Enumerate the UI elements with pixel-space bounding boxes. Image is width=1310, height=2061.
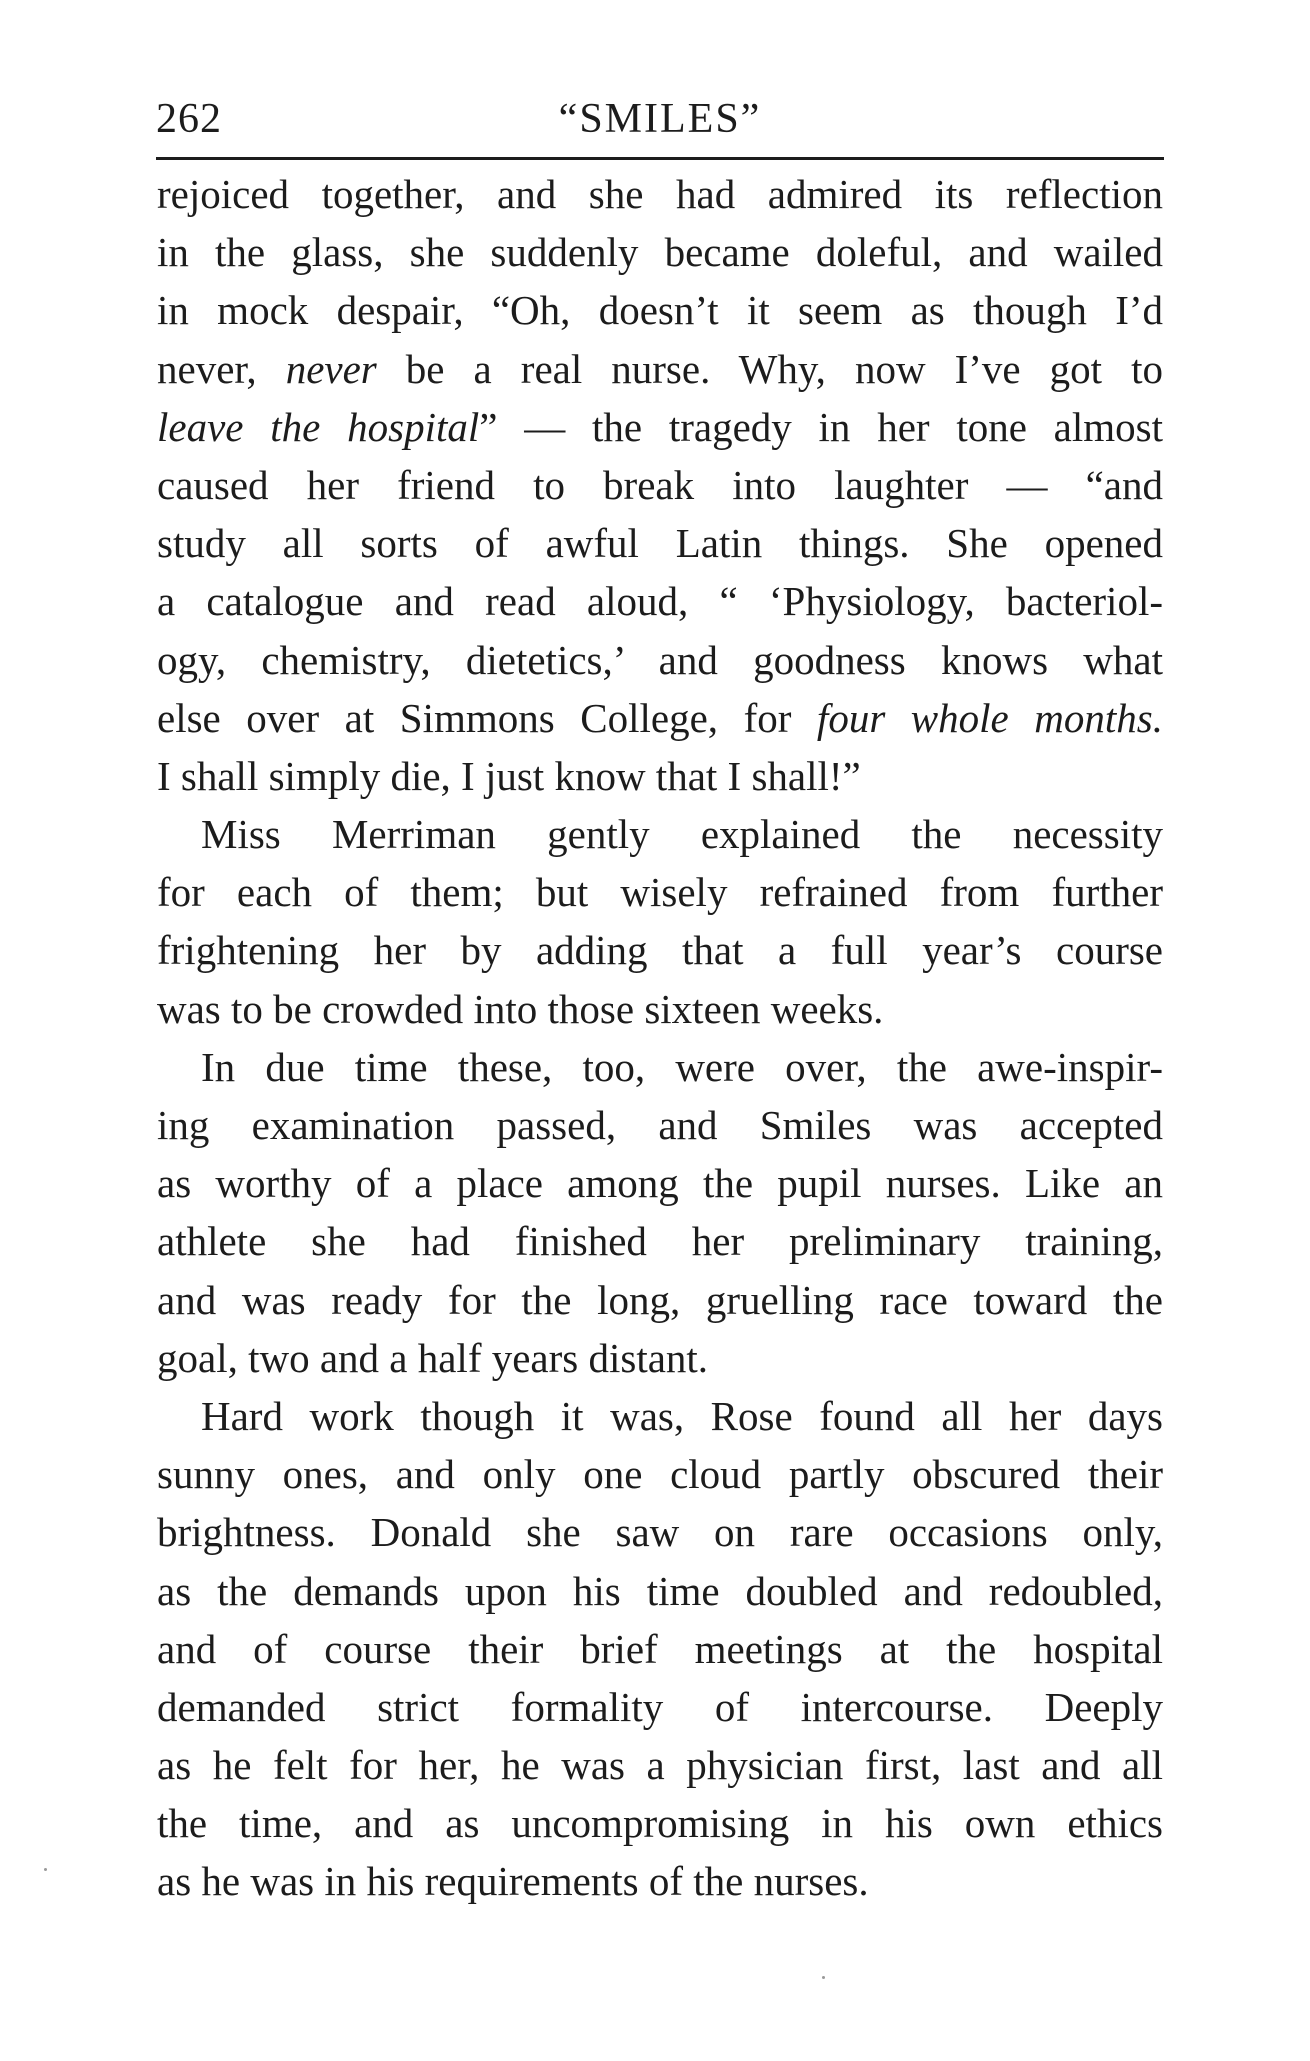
text-line bbox=[157, 980, 1163, 1038]
text-line bbox=[157, 1096, 1163, 1154]
text-segment: and was ready for the long, gruelling race toward the bbox=[157, 1276, 1163, 1323]
text-line bbox=[157, 572, 1163, 630]
text-segment: a catalogue and read aloud, “ ‘Physiology, bacteriol- bbox=[157, 578, 1163, 625]
text-segment: as he was in his requirements of the nurses. bbox=[157, 1858, 869, 1905]
page-header bbox=[156, 84, 1164, 154]
body-text bbox=[157, 165, 1163, 1911]
text-segment: I shall simply die, I just know that I shall!” bbox=[157, 752, 861, 799]
text-segment: In due time these, too, were over, the awe-inspir- bbox=[201, 1043, 1163, 1090]
text-segment: was to be crowded into those sixteen weeks. bbox=[157, 985, 884, 1032]
text-segment: in mock despair, “Oh, doesn’t it seem as though I’d bbox=[157, 287, 1163, 334]
text-segment: brightness. Donald she saw on rare occasions only, bbox=[157, 1509, 1163, 1556]
italic-text: four whole months. bbox=[816, 694, 1163, 741]
italic-text: leave the hospital bbox=[157, 403, 480, 450]
text-line bbox=[157, 1503, 1163, 1561]
text-line bbox=[157, 1387, 1163, 1445]
text-line bbox=[157, 1329, 1163, 1387]
text-line bbox=[157, 1154, 1163, 1212]
text-line bbox=[157, 514, 1163, 572]
text-segment: be a real nurse. Why, now I’ve got to bbox=[376, 345, 1163, 392]
text-line bbox=[157, 223, 1163, 281]
text-line bbox=[157, 1212, 1163, 1270]
text-line bbox=[157, 1794, 1163, 1852]
text-segment: ogy, chemistry, dietetics,’ and goodness knows what bbox=[157, 636, 1163, 683]
text-line bbox=[157, 747, 1163, 805]
text-segment: caused her friend to break into laughter — “and bbox=[157, 461, 1163, 508]
text-segment: frightening her by adding that a full year’s course bbox=[157, 927, 1163, 974]
text-segment: as worthy of a place among the pupil nurses. Like an bbox=[157, 1160, 1163, 1207]
text-segment: for each of them; but wisely refrained from further bbox=[157, 869, 1163, 916]
text-segment: the time, and as uncompromising in his own ethics bbox=[157, 1800, 1163, 1847]
text-line bbox=[157, 631, 1163, 689]
text-segment: ” — the tragedy in her tone almost bbox=[479, 403, 1164, 450]
paper-speck bbox=[44, 1868, 47, 1871]
text-segment: Miss Merriman gently explained the necessity bbox=[201, 811, 1163, 858]
text-segment: sunny ones, and only one cloud partly obscured their bbox=[157, 1451, 1163, 1498]
text-line bbox=[157, 398, 1163, 456]
text-segment: Hard work though it was, Rose found all her days bbox=[201, 1392, 1163, 1439]
text-segment: ing examination passed, and Smiles was accepted bbox=[157, 1102, 1163, 1148]
text-segment: else over at Simmons College, for bbox=[157, 694, 817, 741]
page-number: 262 bbox=[156, 96, 222, 142]
text-line bbox=[157, 456, 1163, 514]
text-segment: as he felt for her, he was a physician first, last and all bbox=[157, 1742, 1163, 1789]
text-line bbox=[157, 921, 1163, 979]
text-segment: study all sorts of awful Latin things. She opened bbox=[157, 520, 1163, 567]
text-line bbox=[157, 1562, 1163, 1620]
text-segment: and of course their brief meetings at the hospital bbox=[157, 1625, 1163, 1672]
text-line bbox=[157, 165, 1163, 223]
text-line bbox=[157, 1736, 1163, 1794]
running-head: “SMILES” bbox=[558, 96, 762, 142]
text-segment: in the glass, she suddenly became doleful, and wailed bbox=[157, 229, 1163, 276]
text-line bbox=[157, 805, 1163, 863]
text-line bbox=[157, 281, 1163, 339]
text-line bbox=[157, 1678, 1163, 1736]
text-line bbox=[157, 340, 1163, 398]
text-line bbox=[157, 1620, 1163, 1678]
text-segment: demanded strict formality of intercourse. Deeply bbox=[157, 1683, 1163, 1730]
text-line bbox=[157, 1852, 1163, 1910]
text-segment: athlete she had finished her preliminary training, bbox=[157, 1218, 1163, 1265]
text-line bbox=[157, 1445, 1163, 1503]
header-rule bbox=[156, 157, 1164, 160]
text-segment: as the demands upon his time doubled and redoubled, bbox=[157, 1567, 1163, 1614]
text-line bbox=[157, 1271, 1163, 1329]
text-segment: goal, two and a half years distant. bbox=[157, 1334, 709, 1381]
text-line bbox=[157, 1038, 1163, 1096]
text-line bbox=[157, 863, 1163, 921]
text-line bbox=[157, 689, 1163, 747]
paper-speck bbox=[822, 1976, 825, 1979]
text-segment: rejoiced together, and she had admired its reflection bbox=[157, 171, 1163, 217]
italic-text: never bbox=[285, 345, 377, 392]
text-segment: never, bbox=[157, 345, 286, 392]
